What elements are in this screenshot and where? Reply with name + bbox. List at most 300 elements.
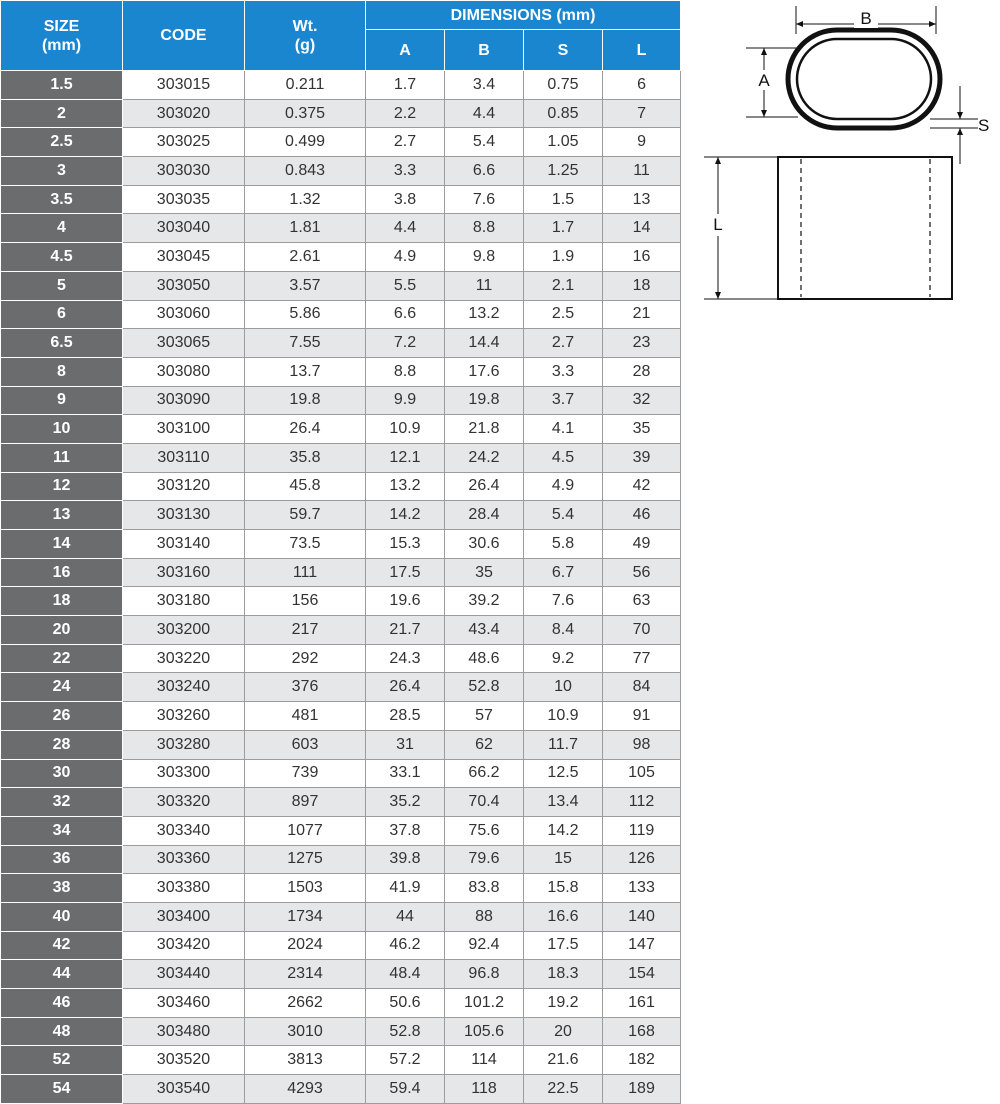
a-cell: 39.8 (366, 845, 445, 874)
a-cell: 17.5 (366, 558, 445, 587)
b-cell: 21.8 (445, 415, 524, 444)
code-cell: 303440 (123, 960, 245, 989)
l-cell: 32 (603, 386, 681, 415)
size-cell: 11 (1, 443, 123, 472)
table-row (1, 443, 681, 472)
a-cell: 37.8 (366, 816, 445, 845)
table-row (1, 960, 681, 989)
table-row (1, 243, 681, 272)
l-cell: 112 (603, 788, 681, 817)
table-row (1, 989, 681, 1018)
table-row (1, 931, 681, 960)
s-cell: 5.8 (524, 530, 603, 559)
table-row (1, 673, 681, 702)
l-cell: 6 (603, 71, 681, 100)
table-row (1, 759, 681, 788)
l-cell: 35 (603, 415, 681, 444)
code-cell: 303040 (123, 214, 245, 243)
table-row (1, 386, 681, 415)
wt-cell: 1.81 (245, 214, 366, 243)
table-body (1, 71, 681, 1104)
wt-cell: 897 (245, 788, 366, 817)
b-cell: 96.8 (445, 960, 524, 989)
a-cell: 13.2 (366, 472, 445, 501)
size-cell: 6.5 (1, 329, 123, 358)
b-cell: 19.8 (445, 386, 524, 415)
size-cell: 9 (1, 386, 123, 415)
a-cell: 41.9 (366, 874, 445, 903)
b-cell: 14.4 (445, 329, 524, 358)
wt-cell: 0.375 (245, 99, 366, 128)
size-cell: 8 (1, 357, 123, 386)
wt-cell: 0.499 (245, 128, 366, 157)
l-cell: 119 (603, 816, 681, 845)
wt-cell: 1503 (245, 874, 366, 903)
s-cell: 1.9 (524, 243, 603, 272)
size-cell: 3 (1, 157, 123, 186)
size-cell: 10 (1, 415, 123, 444)
l-cell: 63 (603, 587, 681, 616)
size-cell: 32 (1, 788, 123, 817)
s-cell: 15.8 (524, 874, 603, 903)
s-cell: 5.4 (524, 501, 603, 530)
s-cell: 11.7 (524, 730, 603, 759)
b-cell: 43.4 (445, 616, 524, 645)
wt-cell: 376 (245, 673, 366, 702)
l-cell: 9 (603, 128, 681, 157)
wt-cell: 2.61 (245, 243, 366, 272)
a-cell: 2.2 (366, 99, 445, 128)
b-cell: 52.8 (445, 673, 524, 702)
table-row (1, 902, 681, 931)
wt-cell: 4293 (245, 1075, 366, 1104)
table-row (1, 587, 681, 616)
label-a: A (758, 71, 770, 90)
code-cell: 303020 (123, 99, 245, 128)
wt-cell: 73.5 (245, 530, 366, 559)
wt-cell: 481 (245, 702, 366, 731)
code-cell: 303065 (123, 329, 245, 358)
l-cell: 105 (603, 759, 681, 788)
l-cell: 84 (603, 673, 681, 702)
s-cell: 1.5 (524, 185, 603, 214)
b-cell: 105.6 (445, 1017, 524, 1046)
table-row (1, 644, 681, 673)
wt-cell: 0.211 (245, 71, 366, 100)
code-cell: 303030 (123, 157, 245, 186)
b-cell: 8.8 (445, 214, 524, 243)
wt-cell: 5.86 (245, 300, 366, 329)
code-cell: 303240 (123, 673, 245, 702)
wt-cell: 35.8 (245, 443, 366, 472)
size-cell: 26 (1, 702, 123, 731)
b-cell: 88 (445, 902, 524, 931)
s-cell: 2.7 (524, 329, 603, 358)
table-row (1, 816, 681, 845)
table-row (1, 472, 681, 501)
b-cell: 92.4 (445, 931, 524, 960)
table-row (1, 702, 681, 731)
l-cell: 11 (603, 157, 681, 186)
table-row (1, 616, 681, 645)
s-cell: 3.7 (524, 386, 603, 415)
b-cell: 62 (445, 730, 524, 759)
label-b: B (860, 9, 872, 28)
sleeve-side-view (778, 157, 952, 299)
table-row (1, 214, 681, 243)
b-cell: 13.2 (445, 300, 524, 329)
a-cell: 31 (366, 730, 445, 759)
table-row (1, 271, 681, 300)
l-cell: 126 (603, 845, 681, 874)
s-cell: 16.6 (524, 902, 603, 931)
code-cell: 303460 (123, 989, 245, 1018)
b-cell: 39.2 (445, 587, 524, 616)
b-cell: 83.8 (445, 874, 524, 903)
size-cell: 18 (1, 587, 123, 616)
a-cell: 12.1 (366, 443, 445, 472)
table-row (1, 357, 681, 386)
code-cell: 303280 (123, 730, 245, 759)
a-cell: 46.2 (366, 931, 445, 960)
size-header-line2: (mm) (41, 36, 82, 54)
table-row (1, 71, 681, 100)
b-cell: 28.4 (445, 501, 524, 530)
l-cell: 91 (603, 702, 681, 731)
code-cell: 303120 (123, 472, 245, 501)
code-cell: 303300 (123, 759, 245, 788)
a-cell: 6.6 (366, 300, 445, 329)
code-cell: 303320 (123, 788, 245, 817)
wt-cell: 0.843 (245, 157, 366, 186)
s-cell: 1.7 (524, 214, 603, 243)
size-cell: 3.5 (1, 185, 123, 214)
wt-cell: 2662 (245, 989, 366, 1018)
l-cell: 154 (603, 960, 681, 989)
code-cell: 303045 (123, 243, 245, 272)
l-cell: 14 (603, 214, 681, 243)
wt-cell: 7.55 (245, 329, 366, 358)
a-cell: 2.7 (366, 128, 445, 157)
l-cell: 28 (603, 357, 681, 386)
s-cell: 14.2 (524, 816, 603, 845)
code-cell: 303260 (123, 702, 245, 731)
size-header-line1: SIZE (43, 17, 80, 35)
a-cell: 24.3 (366, 644, 445, 673)
b-cell: 57 (445, 702, 524, 731)
s-cell: 0.85 (524, 99, 603, 128)
size-cell: 28 (1, 730, 123, 759)
table-row (1, 1017, 681, 1046)
a-cell: 35.2 (366, 788, 445, 817)
s-cell: 20 (524, 1017, 603, 1046)
wt-cell: 2314 (245, 960, 366, 989)
size-cell: 52 (1, 1046, 123, 1075)
a-cell: 48.4 (366, 960, 445, 989)
a-cell: 57.2 (366, 1046, 445, 1075)
wt-cell: 13.7 (245, 357, 366, 386)
l-cell: 23 (603, 329, 681, 358)
table-row (1, 730, 681, 759)
s-cell: 1.05 (524, 128, 603, 157)
size-cell: 6 (1, 300, 123, 329)
s-cell: 7.6 (524, 587, 603, 616)
a-cell: 59.4 (366, 1075, 445, 1104)
dimension-l (704, 157, 780, 299)
a-cell: 33.1 (366, 759, 445, 788)
l-cell: 161 (603, 989, 681, 1018)
wt-cell: 156 (245, 587, 366, 616)
l-cell: 42 (603, 472, 681, 501)
b-cell: 66.2 (445, 759, 524, 788)
s-cell: 4.1 (524, 415, 603, 444)
b-cell: 30.6 (445, 530, 524, 559)
s-cell: 10 (524, 673, 603, 702)
a-cell: 4.4 (366, 214, 445, 243)
a-cell: 9.9 (366, 386, 445, 415)
a-cell: 28.5 (366, 702, 445, 731)
l-cell: 7 (603, 99, 681, 128)
b-cell: 79.6 (445, 845, 524, 874)
wt-cell: 292 (245, 644, 366, 673)
code-cell: 303360 (123, 845, 245, 874)
wt-cell: 59.7 (245, 501, 366, 530)
code-cell: 303200 (123, 616, 245, 645)
wt-cell: 45.8 (245, 472, 366, 501)
l-cell: 18 (603, 271, 681, 300)
code-cell: 303400 (123, 902, 245, 931)
table-row (1, 329, 681, 358)
table-row (1, 1075, 681, 1104)
weight-header-line2: (g) (294, 36, 316, 54)
s-cell: 21.6 (524, 1046, 603, 1075)
table-row (1, 530, 681, 559)
l-cell: 21 (603, 300, 681, 329)
s-cell: 6.7 (524, 558, 603, 587)
b-cell: 3.4 (445, 71, 524, 100)
b-cell: 4.4 (445, 99, 524, 128)
code-cell: 303060 (123, 300, 245, 329)
l-cell: 49 (603, 530, 681, 559)
l-cell: 39 (603, 443, 681, 472)
wt-cell: 1077 (245, 816, 366, 845)
l-cell: 77 (603, 644, 681, 673)
s-cell: 19.2 (524, 989, 603, 1018)
l-cell: 70 (603, 616, 681, 645)
sleeve-top-view (788, 30, 940, 128)
code-cell: 303180 (123, 587, 245, 616)
b-cell: 101.2 (445, 989, 524, 1018)
table-row (1, 99, 681, 128)
dim-b-header: B (445, 30, 524, 71)
s-cell: 17.5 (524, 931, 603, 960)
wt-cell: 19.8 (245, 386, 366, 415)
s-cell: 4.5 (524, 443, 603, 472)
s-cell: 18.3 (524, 960, 603, 989)
table-row (1, 185, 681, 214)
code-cell: 303130 (123, 501, 245, 530)
size-cell: 36 (1, 845, 123, 874)
wt-cell: 739 (245, 759, 366, 788)
wt-cell: 2024 (245, 931, 366, 960)
a-cell: 8.8 (366, 357, 445, 386)
code-cell: 303420 (123, 931, 245, 960)
l-cell: 140 (603, 902, 681, 931)
label-l: L (713, 215, 723, 234)
wt-cell: 3.57 (245, 271, 366, 300)
size-cell: 48 (1, 1017, 123, 1046)
l-cell: 168 (603, 1017, 681, 1046)
a-cell: 21.7 (366, 616, 445, 645)
code-cell: 303015 (123, 71, 245, 100)
s-cell: 15 (524, 845, 603, 874)
code-cell: 303380 (123, 874, 245, 903)
b-cell: 17.6 (445, 357, 524, 386)
b-cell: 9.8 (445, 243, 524, 272)
s-cell: 22.5 (524, 1075, 603, 1104)
s-cell: 9.2 (524, 644, 603, 673)
wt-cell: 3813 (245, 1046, 366, 1075)
code-header: CODE (123, 1, 245, 71)
a-cell: 15.3 (366, 530, 445, 559)
s-cell: 1.25 (524, 157, 603, 186)
wt-cell: 603 (245, 730, 366, 759)
dimensions-header: DIMENSIONS (mm) (366, 1, 681, 30)
s-cell: 4.9 (524, 472, 603, 501)
b-cell: 6.6 (445, 157, 524, 186)
l-cell: 98 (603, 730, 681, 759)
size-cell: 4.5 (1, 243, 123, 272)
s-cell: 0.75 (524, 71, 603, 100)
size-cell: 46 (1, 989, 123, 1018)
code-cell: 303035 (123, 185, 245, 214)
size-cell: 5 (1, 271, 123, 300)
l-cell: 133 (603, 874, 681, 903)
b-cell: 48.6 (445, 644, 524, 673)
code-cell: 303340 (123, 816, 245, 845)
b-cell: 70.4 (445, 788, 524, 817)
b-cell: 114 (445, 1046, 524, 1075)
size-cell: 1.5 (1, 71, 123, 100)
wt-cell: 1275 (245, 845, 366, 874)
b-cell: 11 (445, 271, 524, 300)
code-cell: 303520 (123, 1046, 245, 1075)
table-row (1, 128, 681, 157)
a-cell: 19.6 (366, 587, 445, 616)
a-cell: 14.2 (366, 501, 445, 530)
a-cell: 5.5 (366, 271, 445, 300)
dim-a-header: A (366, 30, 445, 71)
size-cell: 4 (1, 214, 123, 243)
size-cell: 2.5 (1, 128, 123, 157)
code-cell: 303110 (123, 443, 245, 472)
table-row (1, 845, 681, 874)
l-cell: 13 (603, 185, 681, 214)
weight-header-line1: Wt. (292, 17, 318, 35)
table-row (1, 501, 681, 530)
s-cell: 2.5 (524, 300, 603, 329)
code-cell: 303140 (123, 530, 245, 559)
code-cell: 303025 (123, 128, 245, 157)
a-cell: 7.2 (366, 329, 445, 358)
b-cell: 75.6 (445, 816, 524, 845)
table-row (1, 157, 681, 186)
code-cell: 303100 (123, 415, 245, 444)
size-cell: 42 (1, 931, 123, 960)
a-cell: 26.4 (366, 673, 445, 702)
size-cell: 20 (1, 616, 123, 645)
table-row (1, 788, 681, 817)
code-cell: 303090 (123, 386, 245, 415)
sleeve-diagram (700, 0, 1000, 310)
size-cell: 34 (1, 816, 123, 845)
a-cell: 1.7 (366, 71, 445, 100)
b-cell: 24.2 (445, 443, 524, 472)
size-cell: 14 (1, 530, 123, 559)
weight-header (245, 1, 366, 71)
b-cell: 7.6 (445, 185, 524, 214)
wt-cell: 111 (245, 558, 366, 587)
code-cell: 303480 (123, 1017, 245, 1046)
size-cell: 13 (1, 501, 123, 530)
a-cell: 44 (366, 902, 445, 931)
a-cell: 50.6 (366, 989, 445, 1018)
wt-cell: 3010 (245, 1017, 366, 1046)
a-cell: 4.9 (366, 243, 445, 272)
code-cell: 303050 (123, 271, 245, 300)
s-cell: 2.1 (524, 271, 603, 300)
l-cell: 182 (603, 1046, 681, 1075)
size-cell: 38 (1, 874, 123, 903)
size-cell: 30 (1, 759, 123, 788)
size-cell: 12 (1, 472, 123, 501)
size-cell: 16 (1, 558, 123, 587)
s-cell: 3.3 (524, 357, 603, 386)
a-cell: 3.3 (366, 157, 445, 186)
a-cell: 10.9 (366, 415, 445, 444)
table-row (1, 300, 681, 329)
l-cell: 46 (603, 501, 681, 530)
s-cell: 12.5 (524, 759, 603, 788)
b-cell: 5.4 (445, 128, 524, 157)
size-header (1, 1, 123, 71)
s-cell: 8.4 (524, 616, 603, 645)
dim-s-header: S (524, 30, 603, 71)
size-cell: 2 (1, 99, 123, 128)
b-cell: 35 (445, 558, 524, 587)
table-row (1, 558, 681, 587)
l-cell: 147 (603, 931, 681, 960)
s-cell: 10.9 (524, 702, 603, 731)
s-cell: 13.4 (524, 788, 603, 817)
size-cell: 44 (1, 960, 123, 989)
code-cell: 303540 (123, 1075, 245, 1104)
wt-cell: 217 (245, 616, 366, 645)
size-cell: 22 (1, 644, 123, 673)
label-s: S (978, 116, 990, 135)
table-row (1, 874, 681, 903)
table-row (1, 1046, 681, 1075)
b-cell: 26.4 (445, 472, 524, 501)
a-cell: 3.8 (366, 185, 445, 214)
l-cell: 56 (603, 558, 681, 587)
wt-cell: 26.4 (245, 415, 366, 444)
a-cell: 52.8 (366, 1017, 445, 1046)
b-cell: 118 (445, 1075, 524, 1104)
size-cell: 40 (1, 902, 123, 931)
code-cell: 303220 (123, 644, 245, 673)
size-cell: 54 (1, 1075, 123, 1104)
